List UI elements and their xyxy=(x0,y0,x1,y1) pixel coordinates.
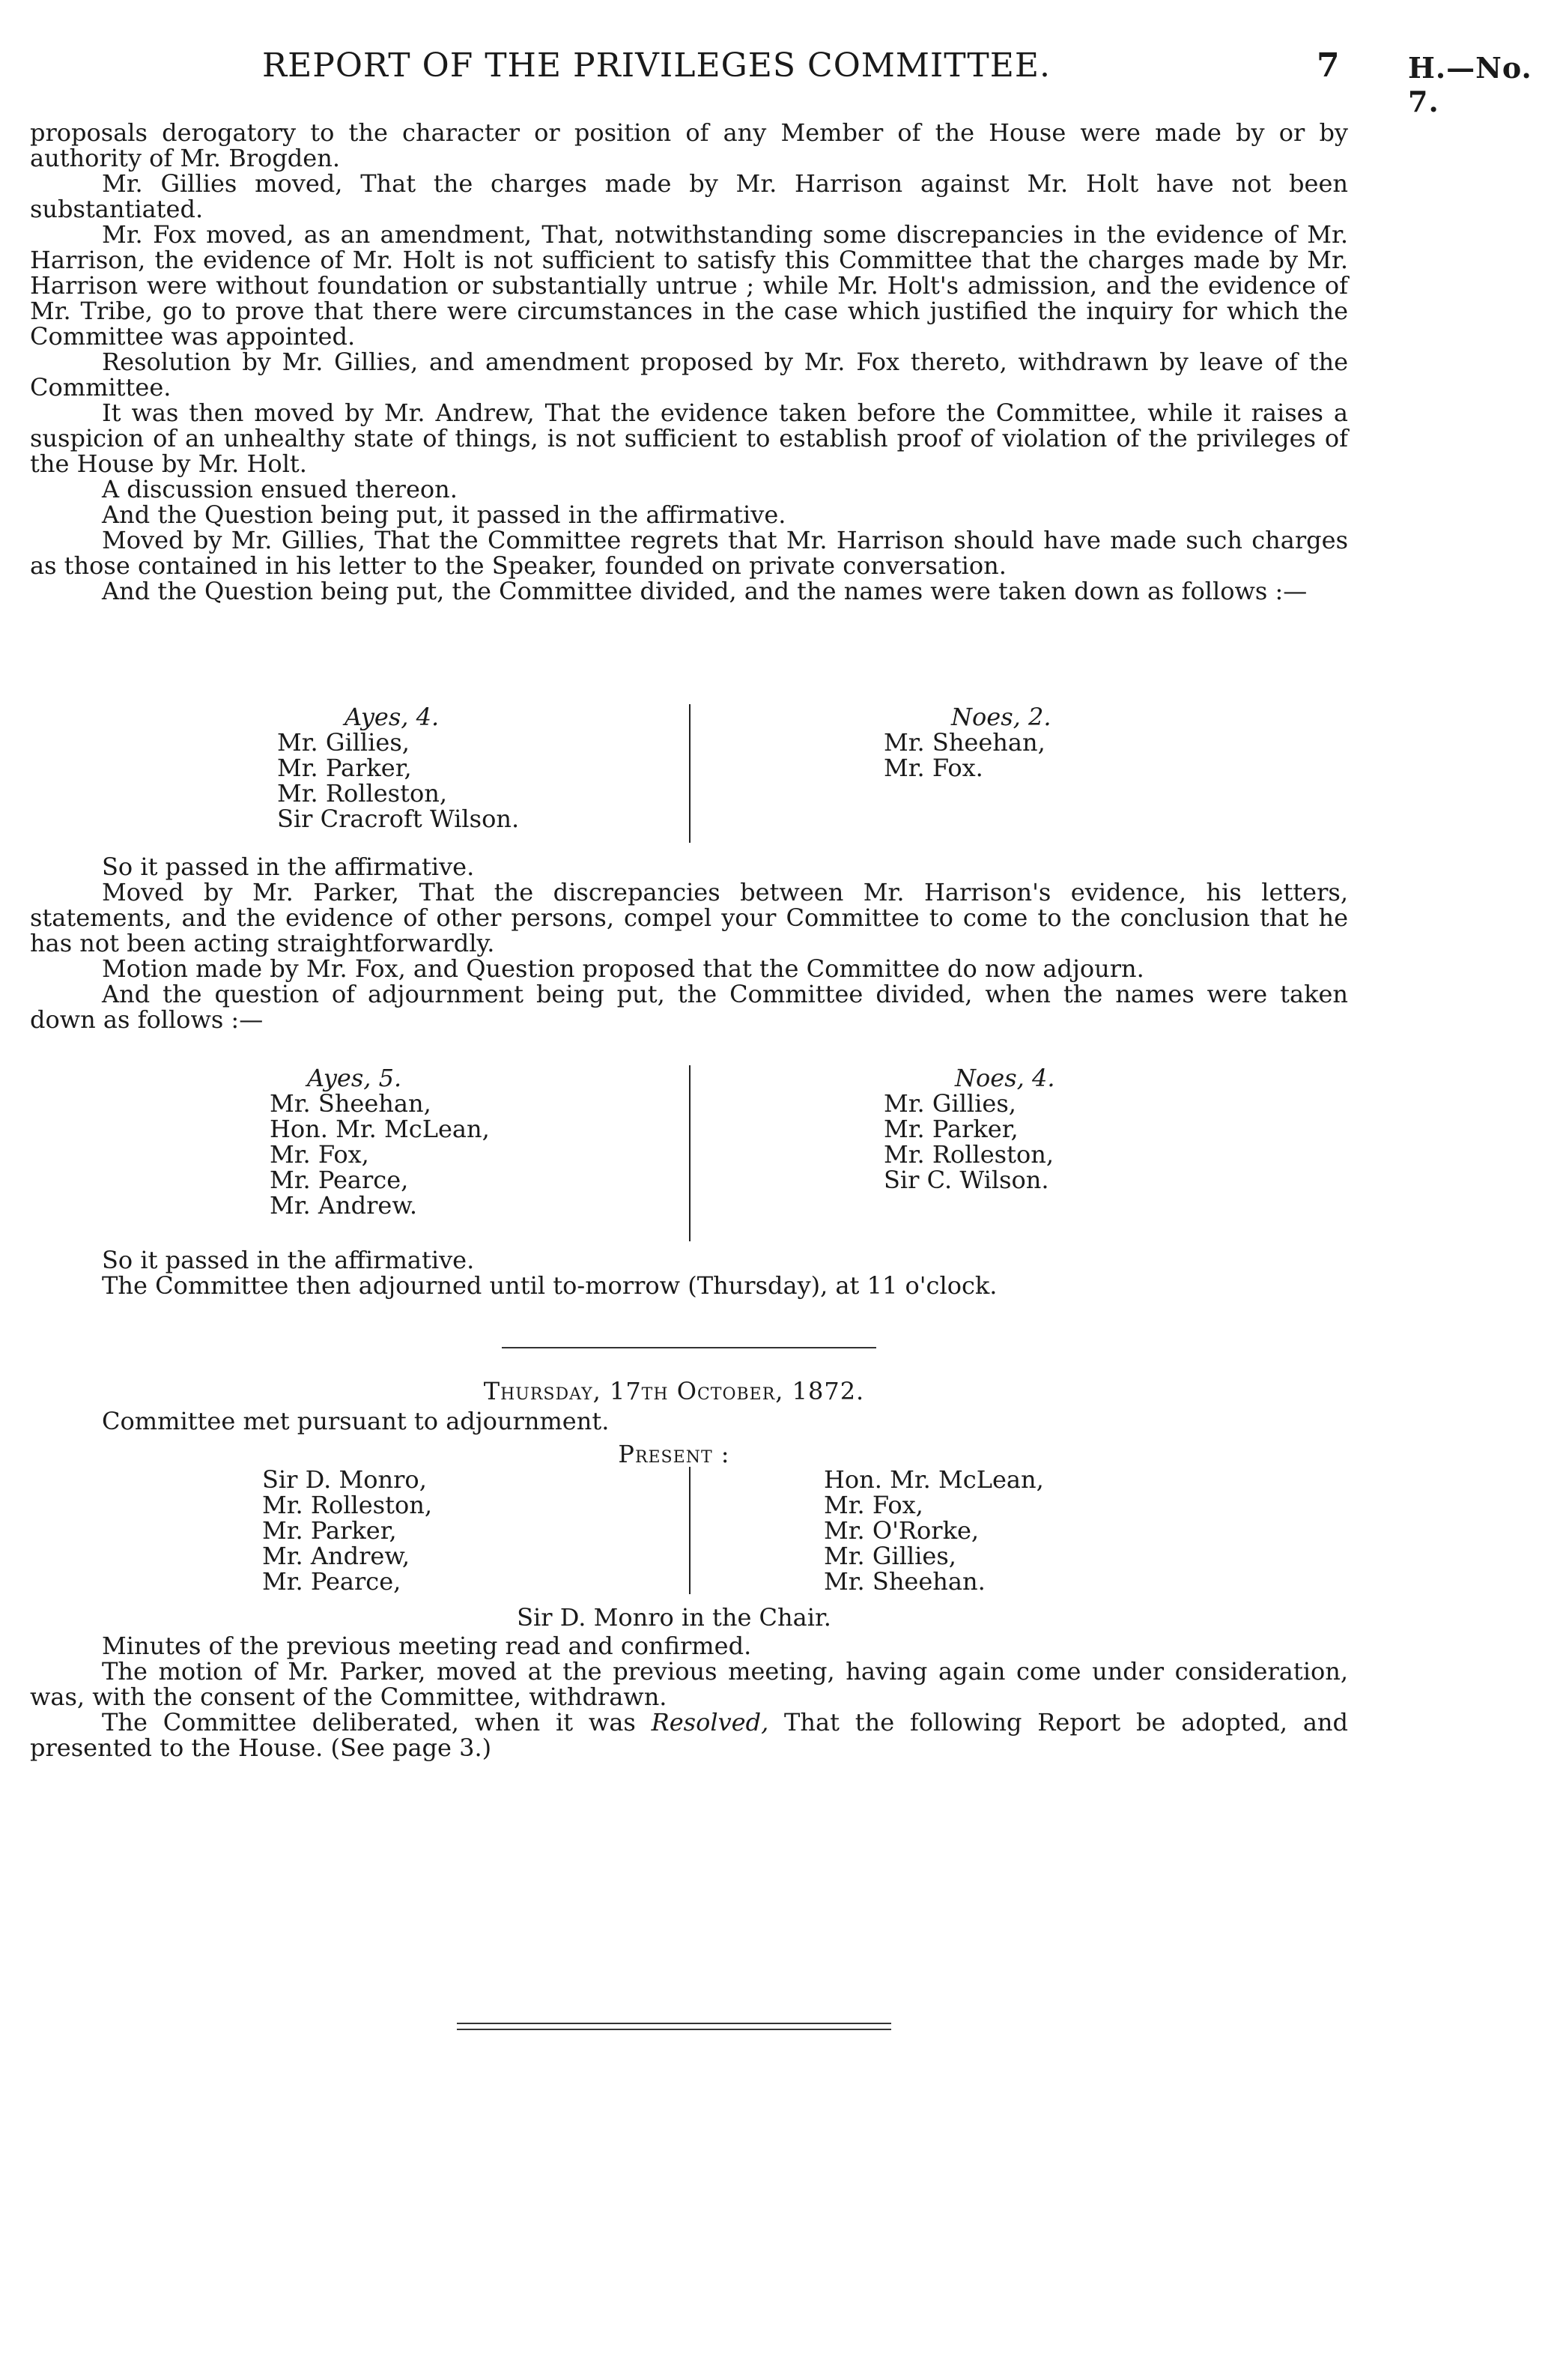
member-name: Mr. Gillies, xyxy=(824,1542,956,1570)
noes-column xyxy=(884,1065,1055,1193)
minutes-block-4 xyxy=(30,1633,1348,1760)
paragraph: Moved by Mr. Gillies, That the Committee regrets that Mr. Harrison should have made such charges as those contained in his letter to the Speaker, founded on private conversation. xyxy=(30,526,1348,580)
member-name: Mr. Rolleston, xyxy=(262,1491,432,1519)
paragraph: Committee met pursuant to adjournment. xyxy=(102,1407,610,1435)
member-name: Mr. Andrew. xyxy=(270,1191,418,1220)
paragraph: Moved by Mr. Parker, That the discrepancies between Mr. Harrison's evidence, his letters, statements, and the evidence of other persons, compel your Committee to come to the conclusion that he has not been acting straightforwardly. xyxy=(30,878,1348,957)
ayes-label: Ayes, 5. xyxy=(307,1064,402,1092)
paragraph: And the question of adjournment being put, the Committee divided, when the names were taken down as follows :— xyxy=(30,980,1348,1034)
ayes-column xyxy=(277,704,519,832)
member-name: Mr. Fox. xyxy=(884,754,983,782)
chair-line: Sir D. Monro in the Chair. xyxy=(517,1603,831,1632)
member-name: Mr. Parker, xyxy=(262,1516,397,1545)
member-name: Hon. Mr. McLean, xyxy=(270,1115,490,1143)
column-divider xyxy=(689,1065,691,1241)
paragraph: And the Question being put, it passed in the affirmative. xyxy=(102,500,786,529)
resolution-paragraph xyxy=(30,1710,1348,1760)
member-name: Mr. Andrew, xyxy=(262,1542,410,1570)
ayes-label: Ayes, 4. xyxy=(345,703,440,731)
paragraph: A discussion ensued thereon. xyxy=(102,475,458,503)
paragraph: Motion made by Mr. Fox, and Question proposed that the Committee do now adjourn. xyxy=(102,954,1144,983)
minutes-block-2 xyxy=(30,854,1348,1032)
resolved-word: Resolved, xyxy=(651,1708,769,1736)
member-name: Hon. Mr. McLean, xyxy=(824,1465,1044,1494)
ayes-column xyxy=(270,1065,490,1218)
minutes-block-3 xyxy=(30,1247,1348,1298)
page-number: 7 xyxy=(1317,46,1341,85)
present-left-column xyxy=(262,1467,432,1594)
member-name: Mr. Parker, xyxy=(884,1115,1019,1143)
paragraph: The Committee then adjourned until to-morrow (Thursday), at 11 o'clock. xyxy=(102,1271,998,1300)
member-name: Mr. Parker, xyxy=(277,754,412,782)
member-name: Mr. Sheehan, xyxy=(270,1089,431,1118)
report-title: REPORT OF THE PRIVILEGES COMMITTEE. xyxy=(262,46,1051,85)
present-right-column xyxy=(824,1467,1044,1594)
end-divider xyxy=(457,2023,891,2030)
member-name: Mr. Rolleston, xyxy=(884,1140,1054,1169)
paragraph: So it passed in the affirmative. xyxy=(102,853,475,881)
division-list-1 xyxy=(30,704,1348,847)
member-name: Mr. Pearce, xyxy=(270,1166,409,1194)
meeting-date: Thursday, 17th October, 1872. xyxy=(483,1377,865,1405)
section-divider xyxy=(502,1347,876,1348)
member-name: Mr. Sheehan, xyxy=(884,728,1045,757)
present-list xyxy=(30,1467,1348,1598)
member-name: Sir Cracroft Wilson. xyxy=(277,805,520,833)
member-name: Mr. Rolleston, xyxy=(277,779,447,808)
document-reference: H.—No. 7. xyxy=(1408,51,1532,118)
column-divider xyxy=(689,1467,691,1594)
paragraph: Resolution by Mr. Gillies, and amendment proposed by Mr. Fox thereto, withdrawn by leave of the Committee. xyxy=(30,348,1348,402)
member-name: Mr. O'Rorke, xyxy=(824,1516,980,1545)
paragraph: And the Question being put, the Committee divided, and the names were taken down as follows :— xyxy=(102,577,1308,605)
paragraph: Minutes of the previous meeting read and confirmed. xyxy=(102,1632,752,1660)
member-name: Mr. Gillies, xyxy=(277,728,410,757)
division-list-2 xyxy=(30,1065,1348,1245)
resolution-text: That the following Report be adopted, and presented to the House. (See page 3.) xyxy=(30,1708,1349,1762)
member-name: Mr. Sheehan. xyxy=(824,1567,986,1596)
noes-label: Noes, 2. xyxy=(951,703,1051,731)
present-label: Present : xyxy=(618,1440,730,1468)
paragraph: Mr. Gillies moved, That the charges made by Mr. Harrison against Mr. Holt have not been substantiated. xyxy=(30,169,1348,223)
meeting-intro xyxy=(30,1408,1348,1434)
paragraph: proposals derogatory to the character or position of any Member of the House were made by or by authority of Mr. Brogden. xyxy=(30,118,1348,172)
member-name: Mr. Gillies, xyxy=(884,1089,1016,1118)
member-name: Sir D. Monro, xyxy=(262,1465,427,1494)
member-name: Mr. Pearce, xyxy=(262,1567,401,1596)
member-name: Mr. Fox, xyxy=(270,1140,369,1169)
member-name: Sir C. Wilson. xyxy=(884,1166,1049,1194)
noes-column xyxy=(884,704,1051,781)
paragraph: So it passed in the affirmative. xyxy=(102,1246,475,1274)
minutes-block-1 xyxy=(30,120,1348,604)
noes-label: Noes, 4. xyxy=(955,1064,1055,1092)
column-divider xyxy=(689,704,691,843)
resolution-lead: The Committee deliberated, when it was xyxy=(102,1708,652,1736)
paragraph: The motion of Mr. Parker, moved at the previous meeting, having again come under consideration, was, with the consent of the Committee, withdrawn. xyxy=(30,1657,1348,1711)
paragraph: It was then moved by Mr. Andrew, That the evidence taken before the Committee, while it raises a suspicion of an unhealthy state of things, is not sufficient to establish proof of violation of the privileges of the House by Mr. Holt. xyxy=(30,399,1348,478)
paragraph: Mr. Fox moved, as an amendment, That, notwithstanding some discrepancies in the evidence of Mr. Harrison, the evidence of Mr. Holt is not sufficient to satisfy this Committee that the charges made by Mr. Harrison were without foundation or substantially untrue ; while Mr. Holt's admission, and the evidence of Mr. Tribe, go to prove that there were circumstances in the case which justified the inquiry for which the Committee was appointed. xyxy=(30,220,1348,351)
member-name: Mr. Fox, xyxy=(824,1491,923,1519)
